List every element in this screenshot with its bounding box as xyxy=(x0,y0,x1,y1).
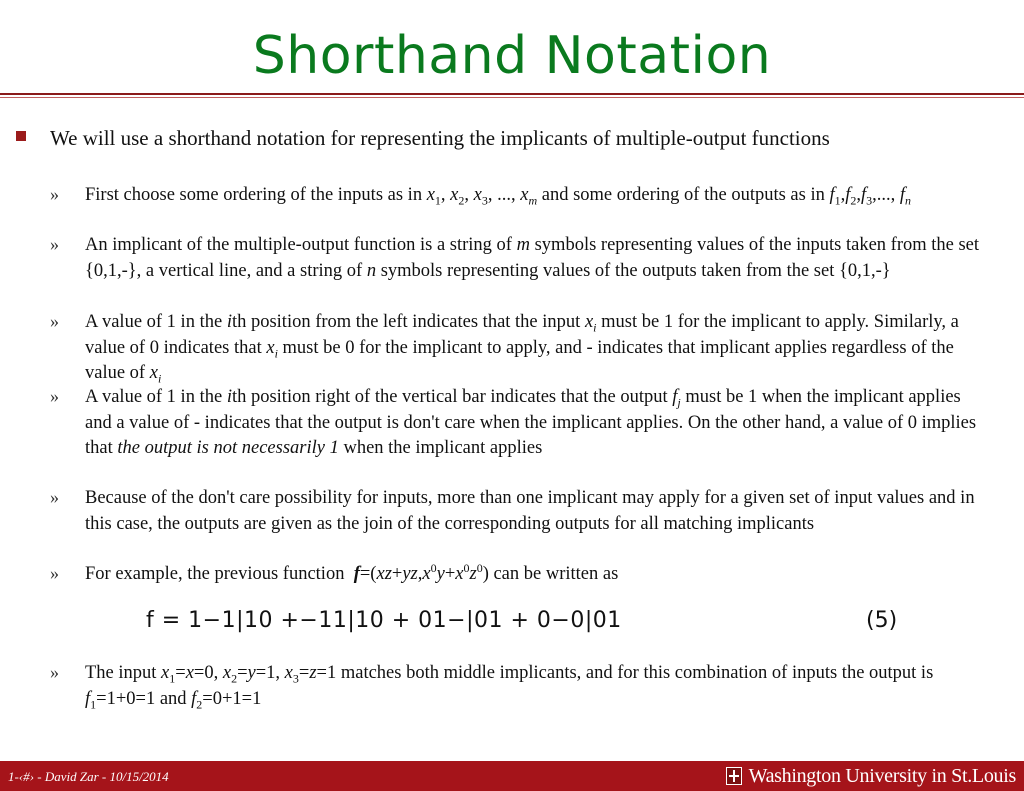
university-name: Washington University in St.Louis xyxy=(748,764,1016,787)
footer-branding xyxy=(726,764,1016,788)
main-bullet-text: We will use a shorthand notation for representing the implicants of multiple-output functions xyxy=(50,126,830,150)
title-rule xyxy=(0,93,1024,95)
sub-marker: » xyxy=(50,487,59,507)
equation: f = 1−1|10 +−11|10 + 01−|01 + 0−0|01 xyxy=(146,608,622,633)
sub-item-text: For example, the previous function $f=(xz+yz,x^0y+x^0z^0)$ can be written as xyxy=(85,560,619,584)
sub-marker: » xyxy=(50,311,59,331)
main-bullet-marker xyxy=(16,131,26,141)
sub-item-text: The input $x_1=x=0$, $x_2=y=1$, $x_3=z=1$ matches both middle implicants, and for this combination of inputs the output is $f_1=1+0=1$ and $f_2=0+1=1$ xyxy=(85,663,934,712)
sub-item-text: A value of 1 in the ith position right of the vertical bar indicates that the output $f_j$ must be 1 when the implicant applies and a value of - indicates that the output is don't care when the implicant applies. On the other hand, a value of 0 implies that the output is not necessarily 1 when the implicant applies xyxy=(85,387,977,458)
sub-marker: » xyxy=(50,563,59,583)
slide-title: Shorthand Notation xyxy=(252,26,772,86)
university-crest-icon xyxy=(726,767,742,785)
sub-marker: » xyxy=(50,184,59,204)
sub-item-text: First choose some ordering of the inputs as in $x_1$, $x_2$, $x_3$, ..., $x_m$ and some ordering of the outputs as in $f_1,f_2,f_3$,..., $f_n$ xyxy=(85,185,912,208)
equation-number: (5) xyxy=(866,608,898,633)
sub-marker: » xyxy=(50,662,59,682)
sub-item-text: An implicant of the multiple-output function is a string of m symbols representing values of the inputs taken from the set {0,1,-}, a vertical line, and a string of n symbols representing values of the outputs taken from the set {0,1,-} xyxy=(85,235,980,281)
title-rule-thin xyxy=(0,97,1024,98)
sub-marker: » xyxy=(50,386,59,406)
footer-left-text: 1-‹#› - David Zar - 10/15/2014 xyxy=(8,769,169,784)
footer-bar xyxy=(0,761,1024,791)
sub-item-text: A value of 1 in the ith position from the left indicates that the input $x_i$ must be 1 for the implicant to apply. Similarly, a value of 0 indicates that $x_i$ must be 0 for the implicant to apply, and - indicates that implicant applies regardless of the value of $x_i$ xyxy=(85,312,959,386)
sub-item-text: Because of the don't care possibility for inputs, more than one implicant may apply for a given set of input values and in this case, the outputs are given as the join of the corresponding outputs for all matching implicants xyxy=(85,488,975,534)
sub-marker: » xyxy=(50,234,59,254)
